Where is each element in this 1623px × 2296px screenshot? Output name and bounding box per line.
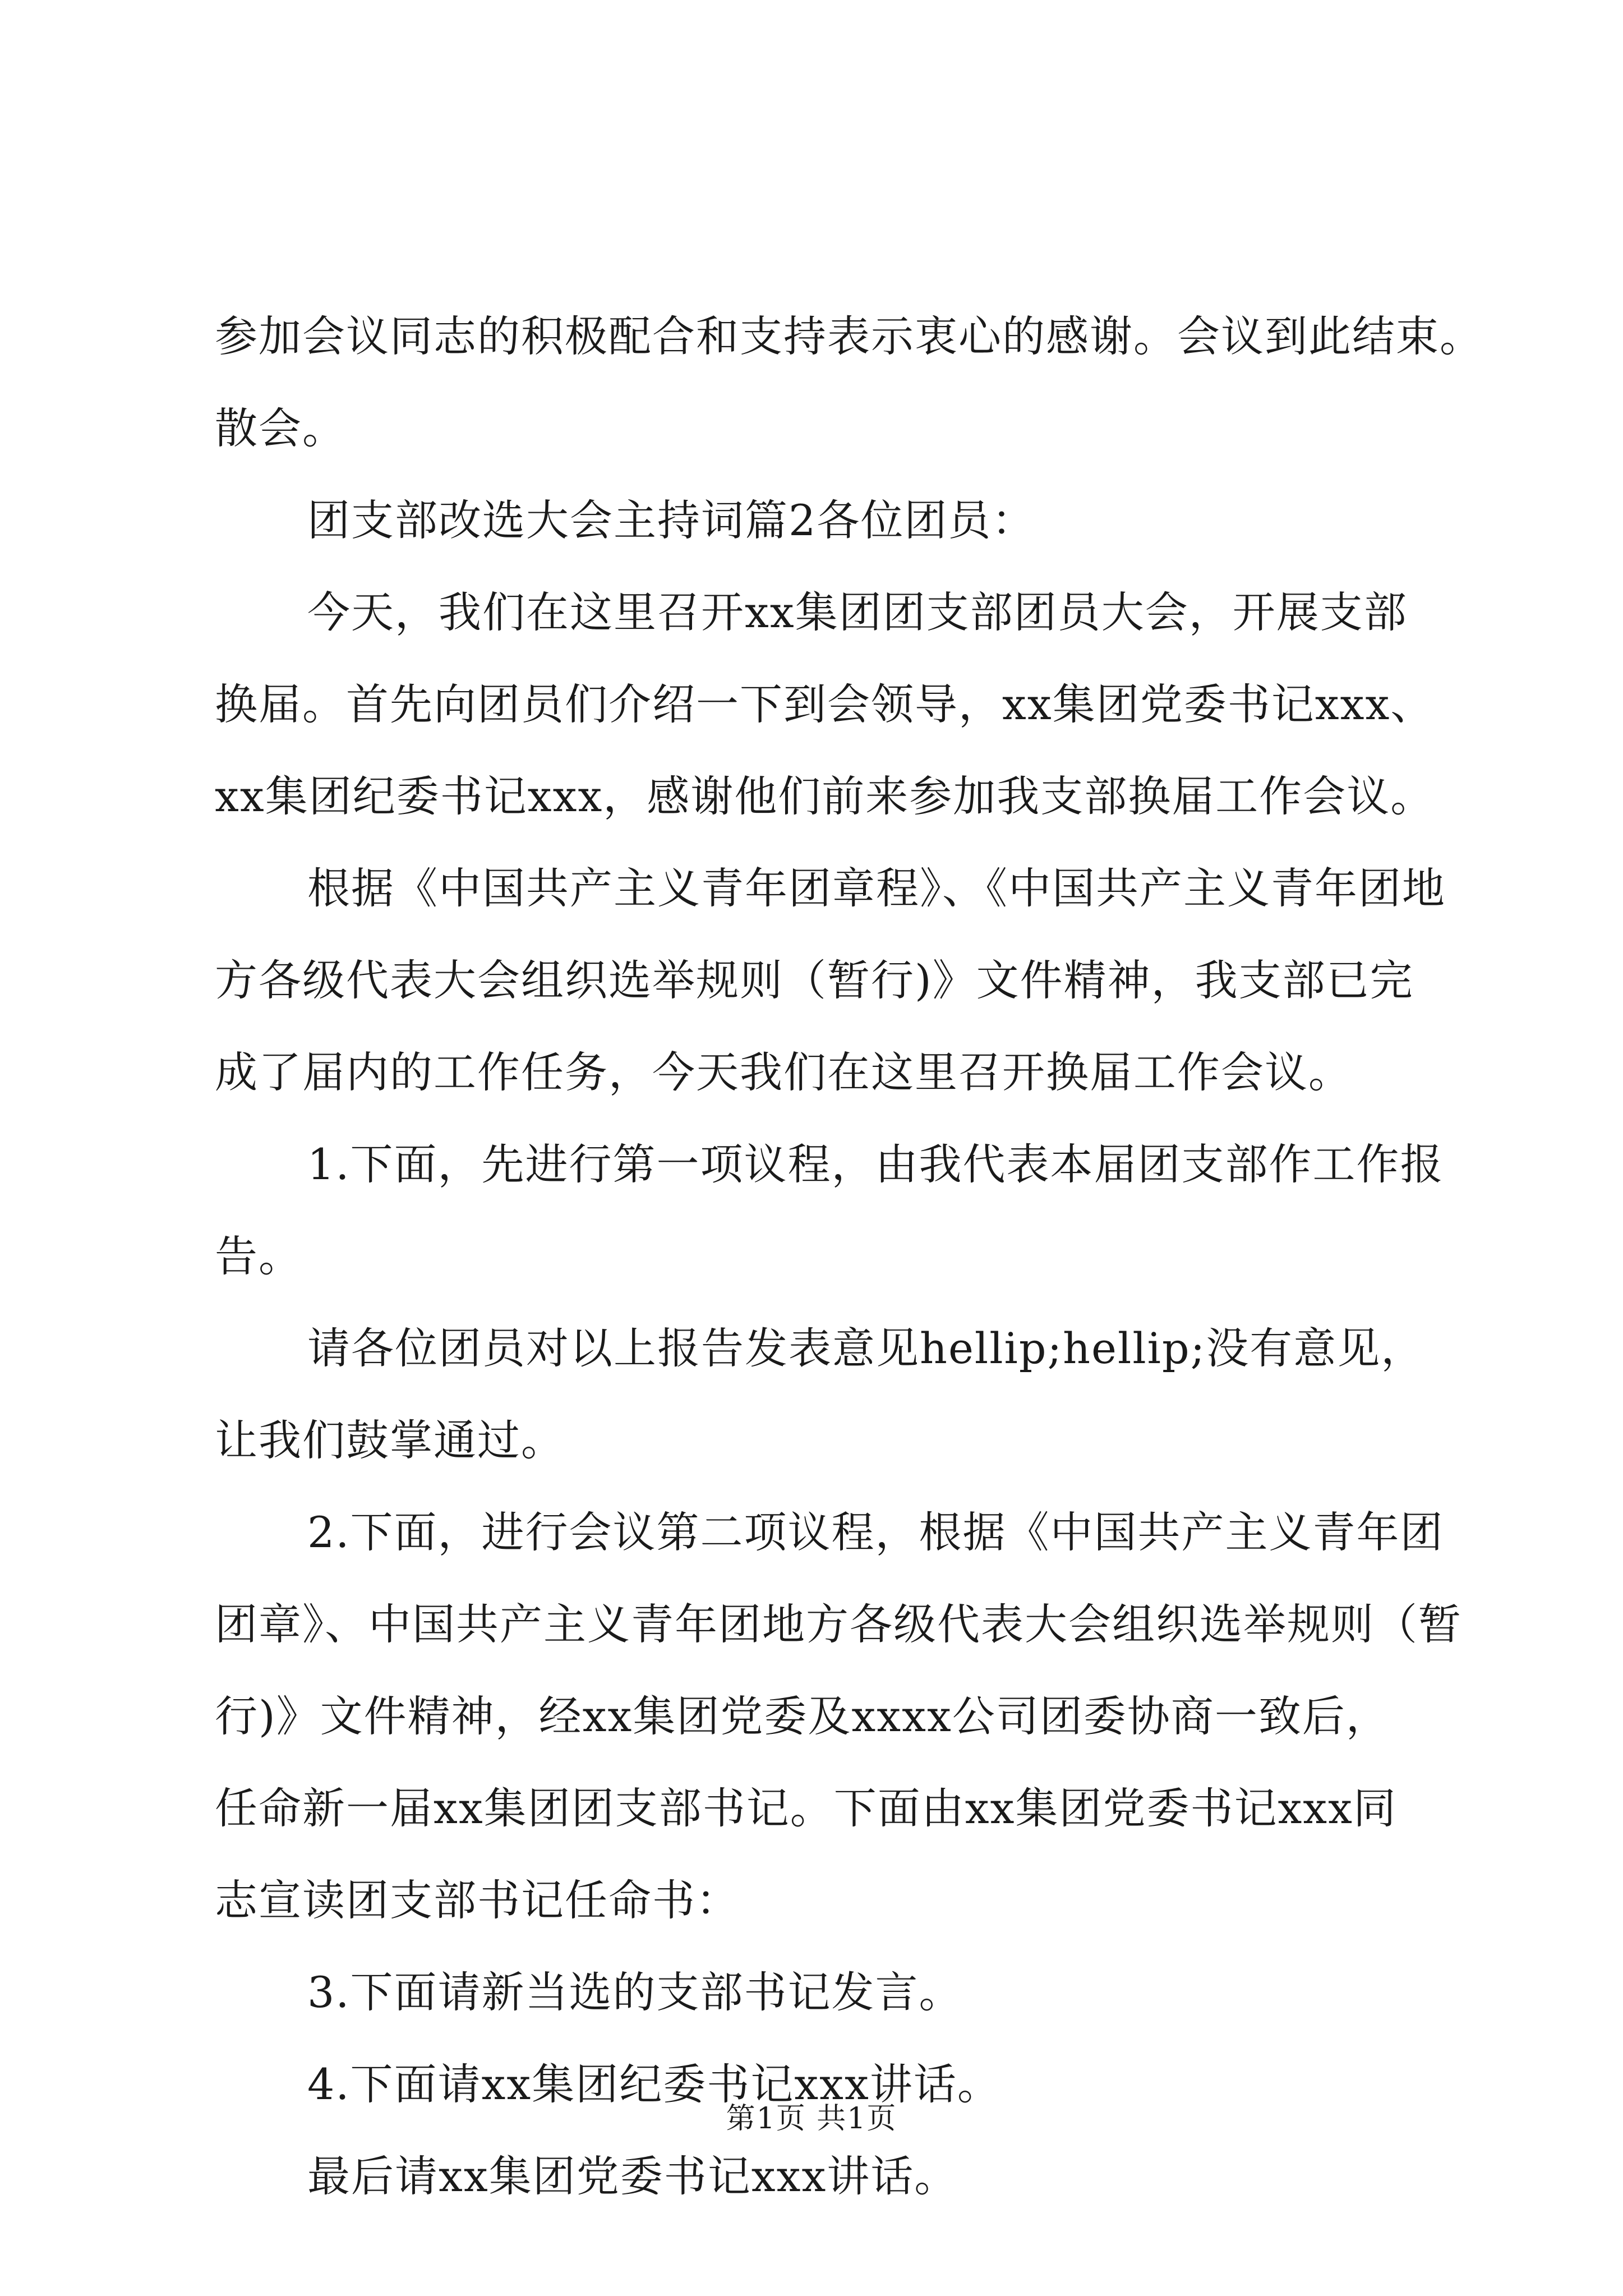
agenda-item-4: 4.下面请xx集团纪委书记xxx讲话。	[307, 2059, 1001, 2109]
text-line: 今天，我们在这里召开xx集团团支部团员大会，开展支部	[307, 587, 1408, 637]
section-heading: 团支部改选大会主持词篇2各位团员：	[307, 495, 1036, 545]
text-line: 根据《中国共产主义青年团章程》、《中国共产主义青年团地	[307, 863, 1446, 913]
text-line: 成了届内的工作任务，今天我们在这里召开换届工作会议。	[215, 1047, 1352, 1097]
text-line: 任命新一届xx集团团支部书记。下面由xx集团党委书记xxx同	[215, 1783, 1398, 1833]
document-body	[215, 291, 1483, 2223]
text-line: 散会。	[215, 403, 346, 453]
text-line: 方各级代表大会组织选举规则（暂行)》文件精神，我支部已完	[215, 955, 1414, 1005]
page-number-footer: 第1页 共1页	[726, 2102, 897, 2136]
text-line: 参加会议同志的积极配合和支持表示衷心的感谢。会议到此结束。	[215, 311, 1483, 361]
text-line: 团章》、中国共产主义青年团地方各级代表大会组织选举规则（暂	[215, 1599, 1462, 1649]
text-line: 志宣读团支部书记任命书：	[215, 1875, 740, 1925]
agenda-item-1: 1.下面，先进行第一项议程，由我代表本届团支部作工作报	[307, 1139, 1444, 1189]
text-line: 请各位团员对以上报告发表意见hellip;hellip;没有意见，	[307, 1323, 1425, 1373]
text-line: 让我们鼓掌通过。	[215, 1415, 565, 1465]
text-line: 行)》文件精神，经xx集团党委及xxxx公司团委协商一致后，	[215, 1691, 1390, 1741]
closing-line: 最后请xx集团党委书记xxx讲话。	[307, 2151, 958, 2201]
text-line: 换届。首先向团员们介绍一下到会领导，xx集团党委书记xxx、	[215, 679, 1435, 729]
text-line: 告。	[215, 1231, 302, 1281]
agenda-item-3: 3.下面请新当选的支部书记发言。	[307, 1967, 963, 2017]
text-line: xx集团纪委书记xxx，感谢他们前来参加我支部换届工作会议。	[215, 771, 1435, 821]
agenda-item-2: 2.下面，进行会议第二项议程，根据《中国共产主义青年团	[307, 1507, 1444, 1557]
